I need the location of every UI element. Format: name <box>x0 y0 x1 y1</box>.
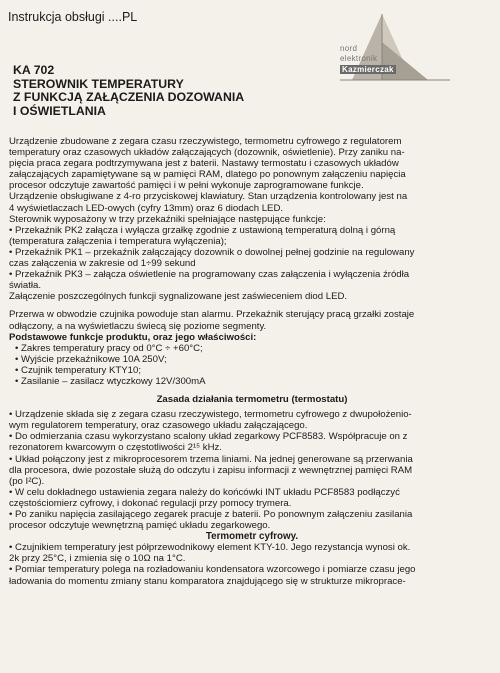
subsection-heading: Termometr cyfrowy. <box>205 531 299 543</box>
body-line: temperatury oraz czasowych układów załączających (dozownik, oświetlenie). Przy zaniku na- <box>9 147 405 159</box>
body-line: ładowania do momentu zmiany stanu komparatora znajdującego się w strukturze mikroprace- <box>9 575 406 587</box>
logo-text-elektronik: elektronik <box>340 54 378 63</box>
spec-item: • Zasilanie – zasilacz wtyczkowy 12V/300mA <box>15 375 206 387</box>
body-line: Urządzenie zbudowane z zegara czasu rzeczywistego, termometru cyfrowego z regulatorem <box>9 136 402 147</box>
body-line: procesor odczytuje wewnętrzną pamięć układu zegarkowego. <box>9 520 271 532</box>
body-line: procesor odczytuje zawartość pamięci i w pełni wykonuje zaprogramowane funkcje. <box>9 180 364 192</box>
list-item: • Układ połączony jest z mikroprocesorem trzema liniami. Na jednej generowane są przerwania <box>9 453 413 465</box>
body-line: pięcia praca zegara podtrzymywana jest z baterii. Nastawy termostatu i czasowych układów <box>9 158 399 170</box>
body-line: 4 wyświetlaczach LED-owych (cyfry 13mm) oraz 6 diodach LED. <box>9 202 284 214</box>
body-line: rezonatorem kwarcowym o częstotliwości 2¹⁵ kHz. <box>9 442 222 454</box>
body-line: Urządzenie obsługiwane z 4-ro przyciskowej klawiatury. Stan urządzenia kontrolowany jest na <box>9 191 408 203</box>
list-item: • W celu dokładnego ustawienia zegara należy do końcówki INT układu PCF8583 podłączyć <box>9 486 400 498</box>
logo-text-kazmierczak: Kazmierczak <box>342 65 394 74</box>
body-line: odłączony, a na wyświetlaczu świecą się poziome segmenty. <box>9 320 267 332</box>
spec-item: • Wyjście przekaźnikowe 10A 250V; <box>15 353 167 365</box>
logo-text-nord: nord <box>340 44 358 53</box>
list-item: • Po zaniku napięcia zasilającego zegarek pracuje z baterii. Po ponownym załączeniu zasilania <box>9 509 413 520</box>
body-line: czas załączenia w zakresie od 1÷99 sekund <box>9 258 196 270</box>
title-block <box>13 64 244 118</box>
spec-item: • Zakres temperatury pracy od 0°C ÷ +60°C; <box>15 342 203 354</box>
list-item: • Przekaźnik PK3 – załącza oświetlenie na programowany czas załączenia i wyłączenia źródła <box>9 269 410 281</box>
document-header: Instrukcja obsługi ....PL <box>8 10 138 24</box>
document-body <box>9 136 495 587</box>
title-line-1: STEROWNIK TEMPERATURY <box>13 76 184 91</box>
body-line: dla procesora, dwie pozostałe służą do odczytu i zapisu informacji z wewnętrznej pamięci RAM <box>9 464 413 476</box>
body-line: światła. <box>9 280 41 292</box>
list-item: • Czujnikiem temperatury jest półprzewodnikowy element KTY-10. Jego rezystancja wynosi ok. <box>9 542 411 554</box>
list-item: • Urządzenie składa się z zegara czasu rzeczywistego, termometru cyfrowego z dwupołożenio- <box>9 409 412 421</box>
title-line-3: I OŚWIETLANIA <box>13 103 106 118</box>
section-heading: Zasada działania termometru (termostatu) <box>156 394 348 406</box>
spec-heading: Podstawowe funkcje produktu, oraz jego właściwości: <box>9 331 257 343</box>
model-number: KA 702 <box>13 63 55 77</box>
body-line: Sterownik wyposażony w trzy przekaźniki spełniające następujące funkcje: <box>9 213 326 225</box>
list-item: • Przekaźnik PK2 załącza i wyłącza grzałkę zgodnie z ustawioną temperaturą dolną i górną <box>9 224 396 236</box>
body-line: Przerwa w obwodzie czujnika powoduje stan alarmu. Przekaźnik sterujący pracą grzałki zostaje <box>9 309 415 321</box>
body-line: załączających zapamiętywane są w pamięci RAM, dlatego po ponownym załączeniu napięcia <box>9 169 406 181</box>
body-line: 2k przy 25°C, i zmienia się o 10Ω na 1°C. <box>9 553 186 565</box>
list-item: • Pomiar temperatury polega na rozładowaniu kondensatora wzorcowego i pomiarze czasu jego <box>9 564 416 576</box>
body-line: wym regulatorem temperatury, oraz czasowego układu załączającego. <box>9 420 308 432</box>
body-line: (temperatura załączenia i temperatura wyłączenia); <box>9 235 227 247</box>
body-line: częstościomierz cyfrowy, i dokonać regulacji przy pomocy trymera. <box>9 497 292 509</box>
list-item: • Przekaźnik PK1 – przekaźnik załączający dozownik o dowolnej pełnej godzinie na regulowany <box>9 246 415 258</box>
title-line-2: Z FUNKCJĄ ZAŁĄCZENIA DOZOWANIA <box>13 90 245 104</box>
list-item: • Do odmierzania czasu wykorzystano scalony układ zegarkowy PCF8583. Współpracuje on z <box>9 431 408 443</box>
body-line: (po I²C). <box>9 475 45 487</box>
spec-item: • Czujnik temperatury KTY10; <box>15 364 141 376</box>
body-line: Załączenie poszczególnych funkcji sygnalizowane jest zaświeceniem diod LED. <box>9 291 348 303</box>
